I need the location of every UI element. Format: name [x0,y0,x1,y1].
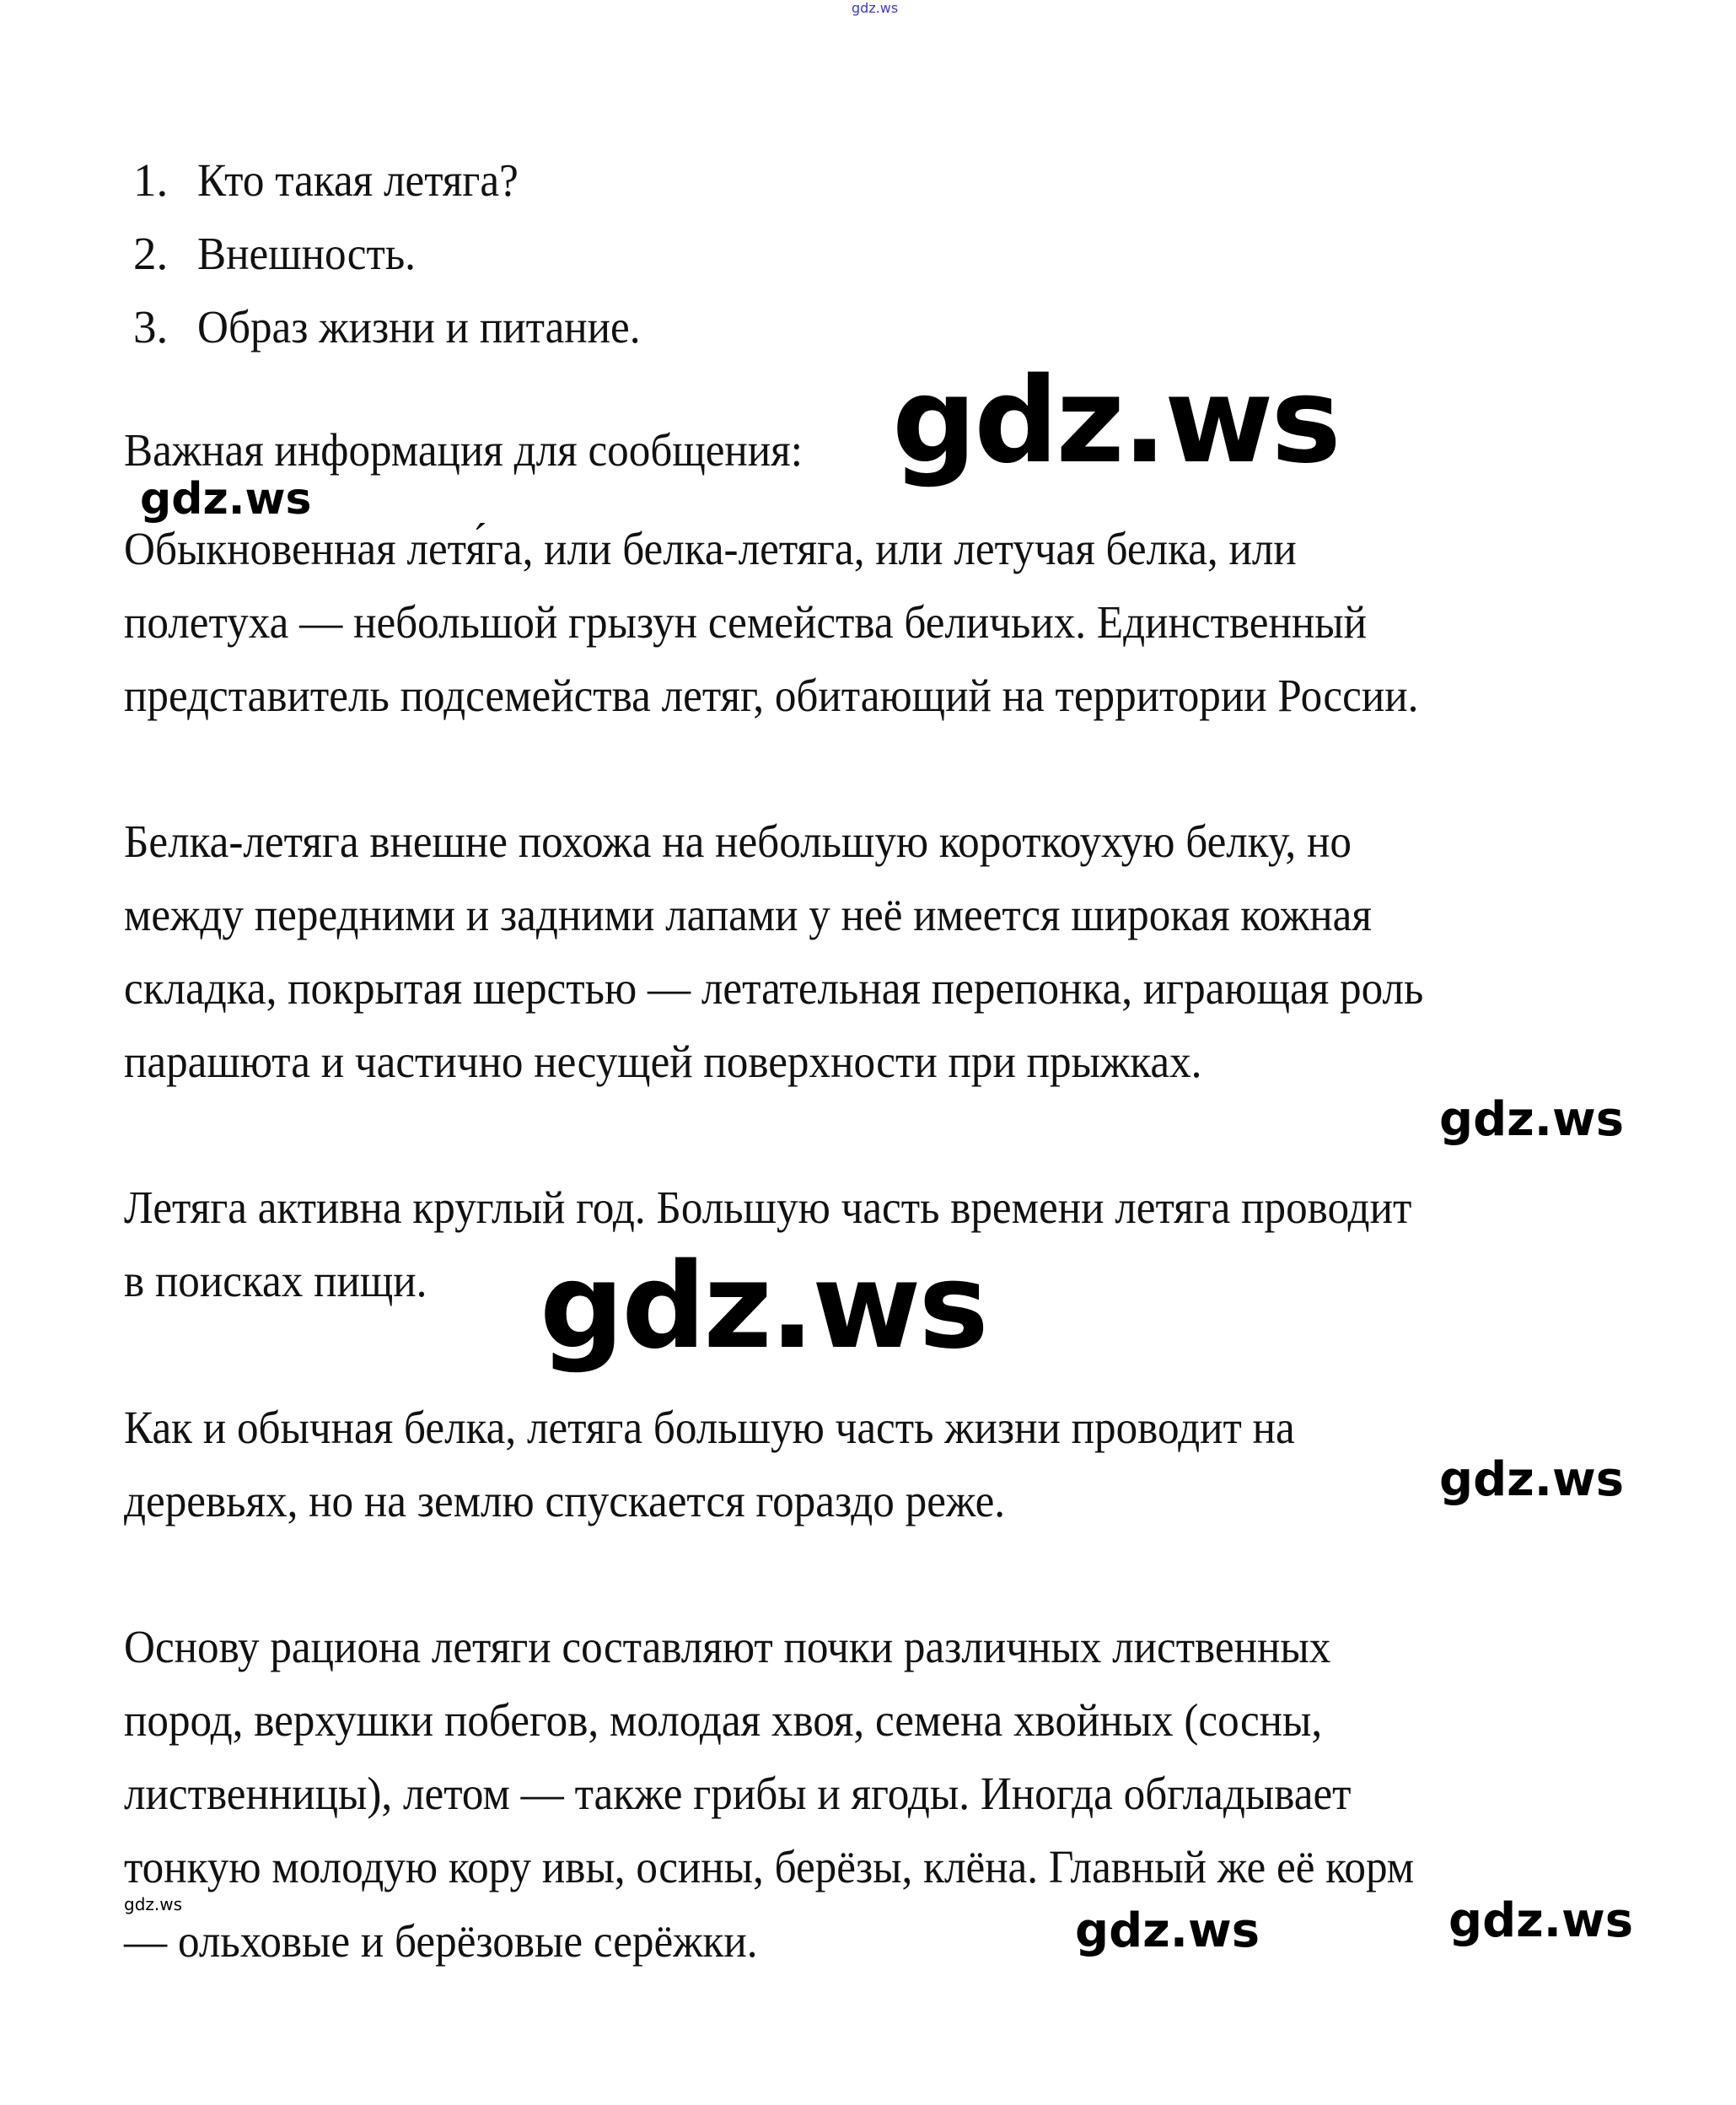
text-line: деревьях, но на землю спускается гораздо реже. [124,1475,1006,1526]
text-line: в поисках пищи. [124,1255,427,1306]
text-line: полетуха — небольшой грызун семейства беличьих. Единственный [124,596,1367,648]
text-line: Белка-летяга внешне похожа на небольшую короткоухую белку, но [124,816,1352,867]
outline-item: Кто такая летяга? [197,154,519,206]
outline-number: 2. [133,228,169,279]
text-line: пород, верхушки побегов, молодая хвоя, семена хвойных (сосны, [124,1694,1323,1746]
outline-number: 1. [133,154,169,206]
outline-item: Образ жизни и питание. [197,301,641,353]
watermark-top: gdz.ws [852,0,899,16]
watermark: gdz.ws [1439,1452,1625,1507]
watermark-large: gdz.ws [892,353,1339,490]
text-line: Летяга активна круглый год. Большую часть времени летяга проводит [124,1182,1412,1233]
watermark: gdz.ws [1439,1092,1625,1147]
watermark: gdz.ws [1075,1903,1260,1958]
text-line: — ольховые и берёзовые серёжки. [124,1915,758,1967]
text-line: лиственницы), летом — также грибы и ягоды. Иногда обгладывает [124,1768,1352,1819]
watermark-large: gdz.ws [540,1238,986,1376]
text-line: складка, покрытая шерстью — летательная перепонка, играющая роль [124,962,1424,1014]
text-line: Как и обычная белка, летяга большую часть жизни проводит на [124,1402,1295,1453]
text-line: тонкую молодую кору ивы, осины, берёзы, клёна. Главный же её корм [124,1841,1415,1892]
text-line: Обыкновенная летя́га, или белка-летяга, или летучая белка, или [124,523,1297,574]
watermark: gdz.ws [140,474,312,525]
text-line: парашюта и частично несущей поверхности при прыжках. [124,1036,1202,1087]
outline-number: 3. [133,301,169,353]
watermark: gdz.ws [1448,1893,1634,1948]
outline-item: Внешность. [197,228,416,279]
text-line: между передними и задними лапами у неё имеется широкая кожная [124,889,1372,940]
text-line: представитель подсемейства летяг, обитающий на территории России. [124,670,1419,721]
watermark-small: gdz.ws [124,1894,183,1914]
text-line: Основу рациона летяги составляют почки различных лиственных [124,1621,1331,1672]
section-heading: Важная информация для сообщения: [124,424,803,476]
